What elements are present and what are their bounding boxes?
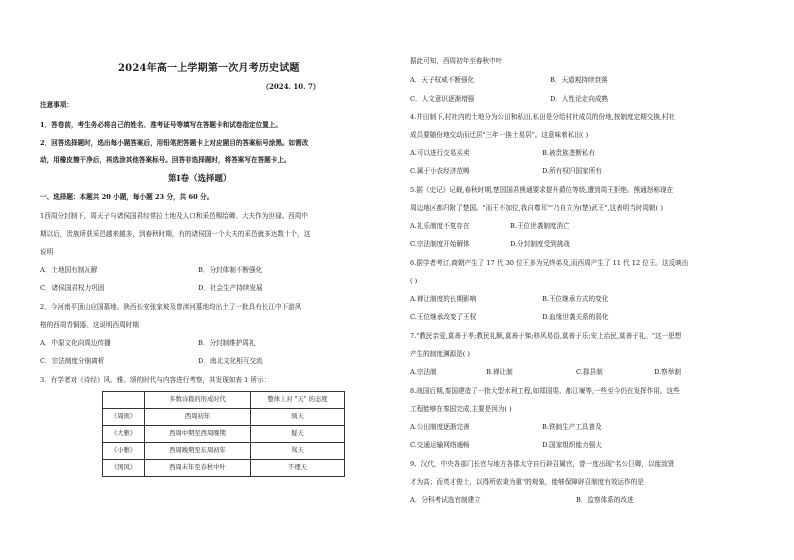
q7-option-b[interactable]: B.禅让制 xyxy=(486,368,513,376)
table-cell: 颂天 xyxy=(251,409,345,426)
q3-intro: 3．有学者对《诗经》风、雅、颂的时代与内容进行考察，其发现如表 1 所示： xyxy=(40,376,271,384)
table-row xyxy=(103,426,345,443)
q7-line-2: 产生的制度渊源是( ) xyxy=(410,350,470,358)
q1-option-a[interactable]: A．土地国有制瓦解 xyxy=(40,266,98,274)
q1-line-3: 说明 xyxy=(40,248,54,256)
q1-option-b[interactable]: B．分封体制不断强化 xyxy=(198,266,263,274)
exam-title: 2024年高一上学期第一次月考历史试题 xyxy=(118,63,300,74)
q6-option-b[interactable]: B.王位继承方式的变化 xyxy=(542,295,609,303)
q2-option-b[interactable]: B．分封制维护周礼 xyxy=(198,339,256,347)
section-intro: 一、选择题：本题共 20 小题，每小题 23 分，共 60 分。 xyxy=(40,193,214,201)
q8-option-c[interactable]: C.交通运输网络通畅 xyxy=(410,441,470,449)
table-cell: 《国风》 xyxy=(103,460,145,477)
q6-line-2: ( ) xyxy=(410,277,418,285)
q3-table xyxy=(102,391,345,477)
notes-item-1: 1．答卷前，考生务必将自己的姓名、准考证号等填写在答题卡和试卷指定位置上。 xyxy=(40,121,282,129)
q4-line-2: 成员要随份地交动而迁居"三年一换土易居"。这意味着私田( ) xyxy=(410,131,589,139)
q8-option-a[interactable]: A.公田制度逐渐完善 xyxy=(410,423,470,431)
q3-option-c[interactable]: C．人文意识逐渐增强 xyxy=(410,95,475,103)
table-header-cell: 多数诗篇的形成时代 xyxy=(145,392,251,409)
q5-option-c[interactable]: C.宗法制度开始解体 xyxy=(410,240,470,248)
table-cell: 骂天 xyxy=(251,443,345,460)
table-cell: 疑天 xyxy=(251,426,345,443)
q3-option-b[interactable]: B．天道观持续衰落 xyxy=(550,76,608,84)
q8-line-1: 8.战国后期,秦国建造了一批大型水利工程,如郑国渠、都江堰等,一些至今仍在发挥作用。这些 xyxy=(410,387,680,395)
q2-line-2: 格的西周青铜器。这说明西周时期 xyxy=(40,321,139,329)
q4-option-a[interactable]: A.可以进行交易买卖 xyxy=(410,149,470,157)
table-cell: 《大雅》 xyxy=(103,426,145,443)
q1-option-c[interactable]: C．诸侯国君权力巩固 xyxy=(40,284,105,292)
q1-line-2: 期以后，贵族所获采邑越来越多，到春秋时期，有的诸侯国一个大夫的采邑就多达数十个，这 xyxy=(40,230,311,238)
table-cell: 《小雅》 xyxy=(103,443,145,460)
table-row xyxy=(103,460,345,477)
q9-line-1: 9、汉代，中央各部门长官与地方各郡太守自行辟召属官，曾一度出现"名公巨卿，以能致贤 xyxy=(410,460,675,468)
table-header-cell: 整体上对 "天" 的态度 xyxy=(251,392,345,409)
q6-option-c[interactable]: C.王位继承改变了王权 xyxy=(410,313,477,321)
table-cell: 不理天 xyxy=(251,460,345,477)
q2-line-1: 2．今河南平顶山应国墓地、陕西长安张家坡及曾渎河墓地均出土了一批具有长江中下游风 xyxy=(40,303,302,311)
table-cell: 西周晚期至东周初年 xyxy=(145,443,251,460)
q3-continuation: 据此可知，西周初年至春秋中叶 xyxy=(410,57,503,65)
table-cell: 西周中期至西周晚期 xyxy=(145,426,251,443)
table-row xyxy=(103,443,345,460)
q6-option-d[interactable]: D.血缘世袭关系的弱化 xyxy=(542,313,609,321)
q4-option-d[interactable]: D.所有权归国家所有 xyxy=(542,167,602,175)
table-cell: 《周颂》 xyxy=(103,409,145,426)
notes-item-2: 2．回答选择题时，选出每小题答案后，用铅笔把答题卡上对应题目的答案标号涂黑。如需改 xyxy=(40,139,309,147)
q7-line-1: 7."教民亲爱,莫善于孝;教民礼顺,莫善于悌;移风易俗,莫善于乐;安上治民,莫善于礼。"这一思想 xyxy=(410,332,682,340)
notes-item-3: 动，用橡皮擦干净后，再选涂其他答案标号。回答非选择题时，将答案写在答题卡上。 xyxy=(40,156,291,164)
q6-line-1: 6.据学者考订,商朝产生了 17 代 30 位王多为兄终弟及,而西周产生了 11 代 12 位王。这反映出 xyxy=(410,259,689,267)
q4-option-c[interactable]: C.属于小农经济范畴 xyxy=(410,167,470,175)
q4-option-b[interactable]: B.被贵族垄断私有 xyxy=(542,149,596,157)
q4-line-1: 4.井田制下,村社内的土地分为公田和私田,私田是分给村社成员的份地,按制度定期交换,村社 xyxy=(410,113,676,121)
table-row xyxy=(103,409,345,426)
q8-option-b[interactable]: B.铁制生产工具普及 xyxy=(542,423,602,431)
section-title: 第Ⅰ卷（选择题） xyxy=(168,174,232,184)
notes-heading: 注意事项： xyxy=(40,101,73,109)
q9-option-b[interactable]: B．监察体系的改进 xyxy=(576,496,634,504)
q7-option-c[interactable]: C.郡县制 xyxy=(576,368,603,376)
q8-option-d[interactable]: D.国家组织能力强大 xyxy=(542,441,602,449)
q1-line-1: 1西周分封制下，周天子与诸侯国君经常拉土地及人口和采邑赐给卿、大夫作为世禄。西周中 xyxy=(40,212,308,220)
q2-option-a[interactable]: A．中原文化向周边传播 xyxy=(40,339,111,347)
table-cell: 西周末年至春秋中叶 xyxy=(145,460,251,477)
q5-line-2: 周边地区都归附了楚国。"而王不加位,我自尊耳""乃自立为(楚)武王",这表明当时周朝( ) xyxy=(410,204,663,212)
table-header-cell xyxy=(103,392,145,409)
q9-option-a[interactable]: A．分科考试选官制建立 xyxy=(410,496,481,504)
q8-line-2: 工程能够在秦国完成,主要是因为( ) xyxy=(410,405,512,413)
exam-date: （2024. 10. 7） xyxy=(262,82,320,91)
q5-line-1: 5.据《史记》记载,春秋时期,楚国国君熊通要求提升爵位等级,遭到周王拒绝。熊通怒称现在 xyxy=(410,186,674,194)
q2-option-d[interactable]: D．南北文化相互交流 xyxy=(198,357,263,365)
q3-option-a[interactable]: A．天子权威不断强化 xyxy=(410,76,475,84)
table-cell: 西周初年 xyxy=(145,409,251,426)
q9-line-2: 才为高；而英才俊士，以得所依秉为重"的观象，能够保障辟召制度有效运作的是 xyxy=(410,478,644,486)
table-header-row xyxy=(103,392,345,409)
q2-option-c[interactable]: C．宗法制度分崩离析 xyxy=(40,357,105,365)
q3-option-d[interactable]: D．人性论走向成熟 xyxy=(550,95,609,103)
q5-option-b[interactable]: B.王位世袭制度消亡 xyxy=(510,222,570,230)
q7-option-d[interactable]: D.察举制 xyxy=(654,368,681,376)
q5-option-a[interactable]: A.礼乐制度不复存在 xyxy=(410,222,470,230)
q1-option-d[interactable]: D．社会生产持续发展 xyxy=(198,284,263,292)
q6-option-a[interactable]: A.禅让制度的长期影响 xyxy=(410,295,477,303)
q7-option-a[interactable]: A.宗法制 xyxy=(410,368,437,376)
q5-option-d[interactable]: D.分封制度受到挑战 xyxy=(510,240,570,248)
